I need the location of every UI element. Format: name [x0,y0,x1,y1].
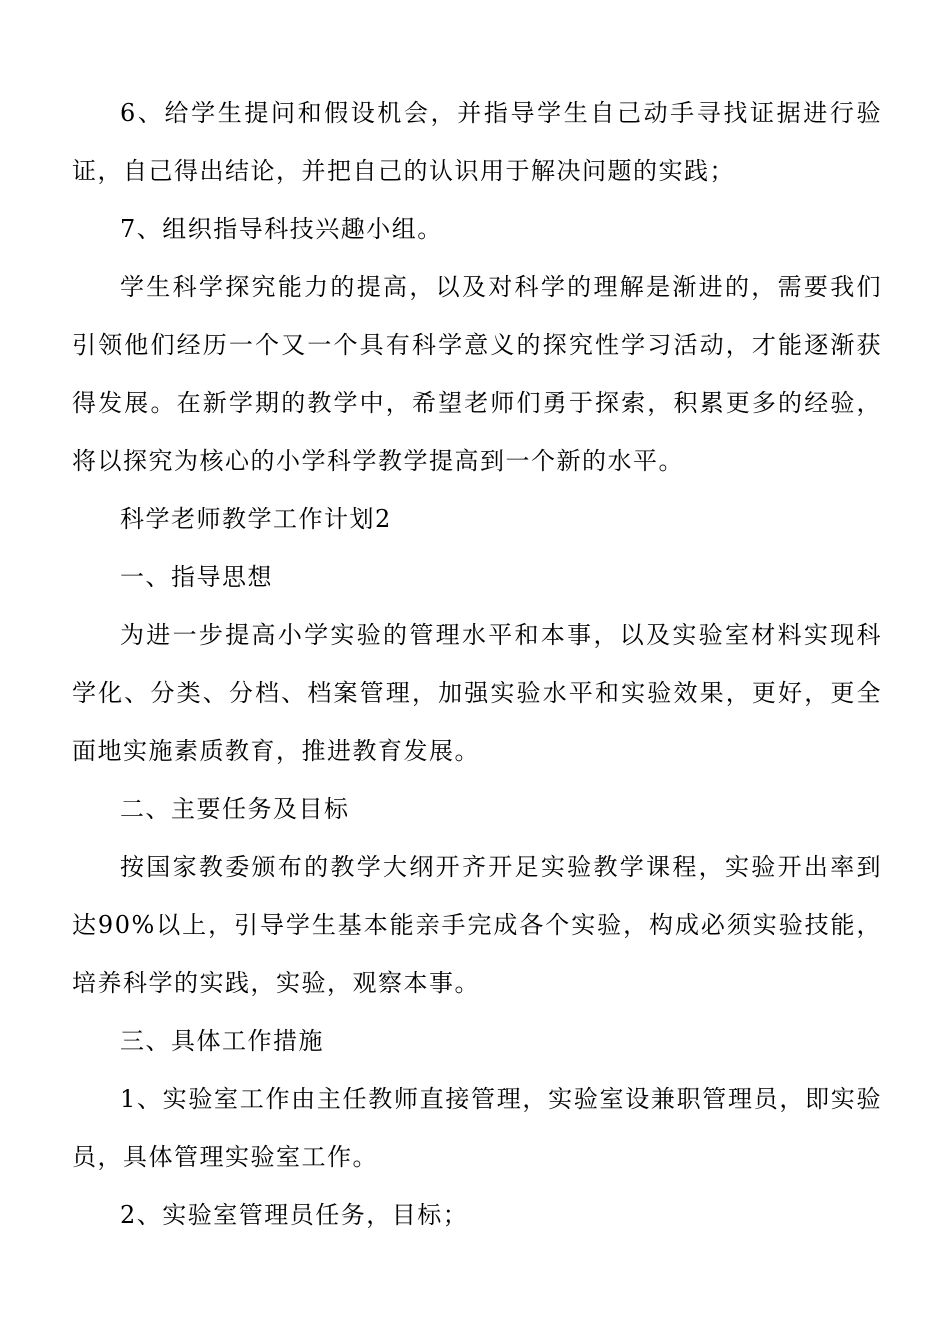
paragraph-measure-2: 2、实验室管理员任务，目标； [120,1201,469,1229]
paragraph-conclusion: 学生科学探究能力的提高，以及对科学的理解是渐进的，需要我们引领他们经历一个又一个具有科学意义的探究性学习活动，才能逐渐获得发展。在新学期的教学中，希望老师们勇于探索，积累更多的经验，将以探究为核心的小学科学教学提高到一个新的水平。 [72,273,882,475]
heading-main-tasks: 二、主要任务及目标 [120,795,350,823]
paragraph-item-7: 7、组织指导科技兴趣小组。 [120,215,443,243]
paragraph-item-6: 6、给学生提问和假设机会，并指导学生自己动手寻找证据进行验证，自己得出结论，并把自己的认识用于解决问题的实践； [72,99,882,185]
paragraph-guiding-thought: 为进一步提高小学实验的管理水平和本事，以及实验室材料实现科学化、分类、分档、档案管理，加强实验水平和实验效果，更好，更全面地实施素质教育，推进教育发展。 [72,621,882,765]
paragraph-measure-1: 1、实验室工作由主任教师直接管理，实验室设兼职管理员，即实验员，具体管理实验室工作。 [72,1085,882,1171]
heading-guiding-thought: 一、指导思想 [120,563,273,591]
paragraph-main-tasks: 按国家教委颁布的教学大纲开齐开足实验教学课程，实验开出率到达90%以上，引导学生基本能亲手完成各个实验，构成必须实验技能，培养科学的实践，实验，观察本事。 [72,853,882,997]
section-title-plan-2: 科学老师教学工作计划2 [120,505,392,533]
heading-measures: 三、具体工作措施 [120,1027,324,1055]
